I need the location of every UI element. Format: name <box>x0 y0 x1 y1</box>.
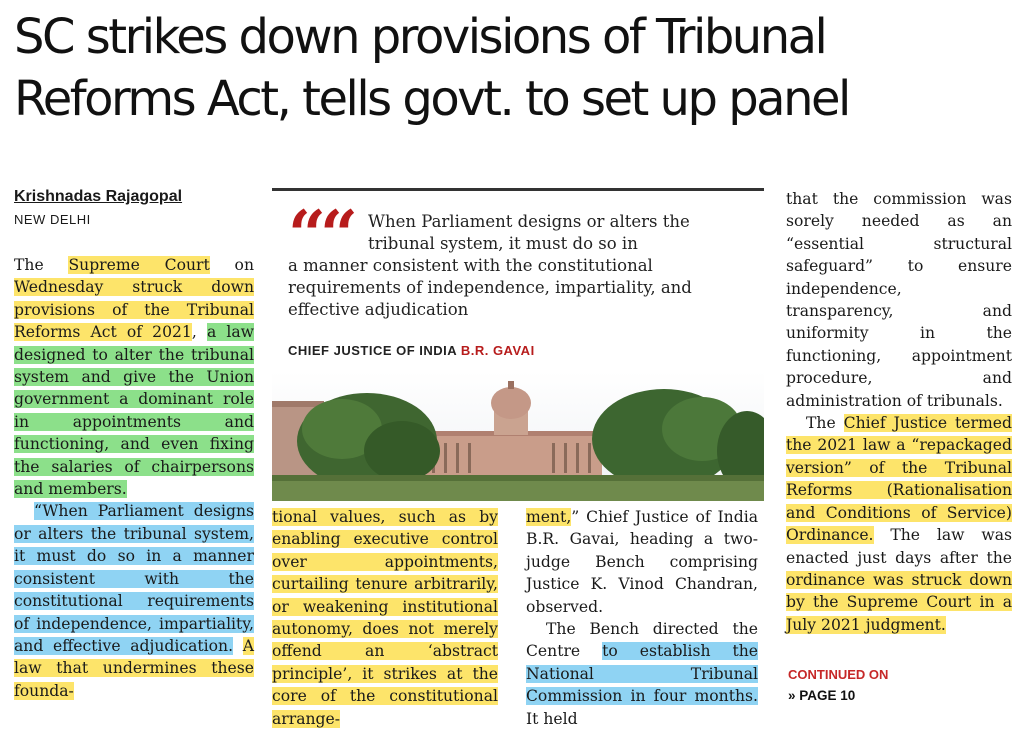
article-column-3 <box>526 506 758 730</box>
dateline: NEW DELHI <box>14 212 91 227</box>
article-column-1 <box>14 254 254 702</box>
highlight: to establish the National Tribunal Commission in four months. <box>526 642 759 706</box>
highlight: Chief Justice termed the 2021 law a “repackaged version” of the Tribunal Reforms (Rationalisation and Conditions of Service) Ordinance. <box>786 414 1012 545</box>
article-column-4 <box>786 188 1012 636</box>
paragraph-1: The Supreme Court on Wednesday struck down provisions of the Tribunal Reforms Act of 2021, a law designed to alter the tribunal system and give the Union government a dominant role in appointments and functioning, and even fixing the salaries of chairpersons and members. <box>14 256 255 499</box>
highlight: a law designed to alter the tribunal system and give the Union government a dominant role in appointments and functioning, and even fixing the salaries of chairpersons and members. <box>14 323 255 499</box>
byline: Krishnadas Rajagopal <box>14 188 183 205</box>
highlight: A law that undermines these founda- <box>14 636 254 700</box>
highlight: ment, <box>526 508 572 526</box>
paragraph-7: The Chief Justice termed the 2021 law a “repackaged version” of the Tribunal Reforms (Rationalisation and Conditions of Service) Ordinance. The law was enacted just days after the ordinance was struck down by the Supreme Court in a July 2021 judgment. <box>786 414 1012 634</box>
highlight: “When Parliament designs or alters the tribunal system, it must do so in a manner consistent with the constitutional requirements of independence, impartiality, and effective adjudication. <box>14 502 254 655</box>
highlight: Wednesday struck down provisions of the Tribunal Reforms Act of 2021 <box>14 278 254 342</box>
pull-quote-text: When Parliament designs or alters the tribunal system, it must do so in a manner consistent with the constitutional requirements of independence, impartiality, and effective adjudication <box>288 212 692 319</box>
highlight: Supreme Court <box>68 256 210 274</box>
continued-label: CONTINUED ON <box>788 667 889 682</box>
supreme-court-photo <box>272 371 764 501</box>
highlight: tional values, such as by enabling executive control over appointments, curtailing tenure arbitrarily, or weakening institutional autonomy, does not merely offend an ‘abstract principle’, it strikes at the core of the constitutional arrange- <box>272 508 498 728</box>
page-reference-link[interactable]: » PAGE 10 <box>788 688 856 703</box>
paragraph-3 <box>272 506 498 730</box>
pull-quote-attribution: CHIEF JUSTICE OF INDIA B.R. GAVAI <box>288 343 535 358</box>
headline: SC strikes down provisions of Tribunal Reforms Act, tells govt. to set up panel <box>14 9 849 127</box>
article-column-2 <box>272 506 498 730</box>
paragraph-6: that the commission was sorely needed as an “essential structural safeguard” to ensure independence, transparency, and uniformity in the functioning, appointment procedure, and administration of tribunals. <box>786 190 1012 410</box>
highlight: ordinance was struck down by the Supreme Court in a July 2021 judgment. <box>786 570 1012 634</box>
paragraph-4: ment,” Chief Justice of India B.R. Gavai, heading a two-judge Bench comprising Justice K. Vinod Chandran, observed. <box>526 508 758 616</box>
paragraph-5: The Bench directed the Centre to establish the National Tribunal Commission in four months. It held <box>526 620 759 728</box>
paragraph-2 <box>14 500 254 702</box>
quote-mark-icon: ““ <box>288 196 352 274</box>
pull-quote-box <box>272 188 764 501</box>
